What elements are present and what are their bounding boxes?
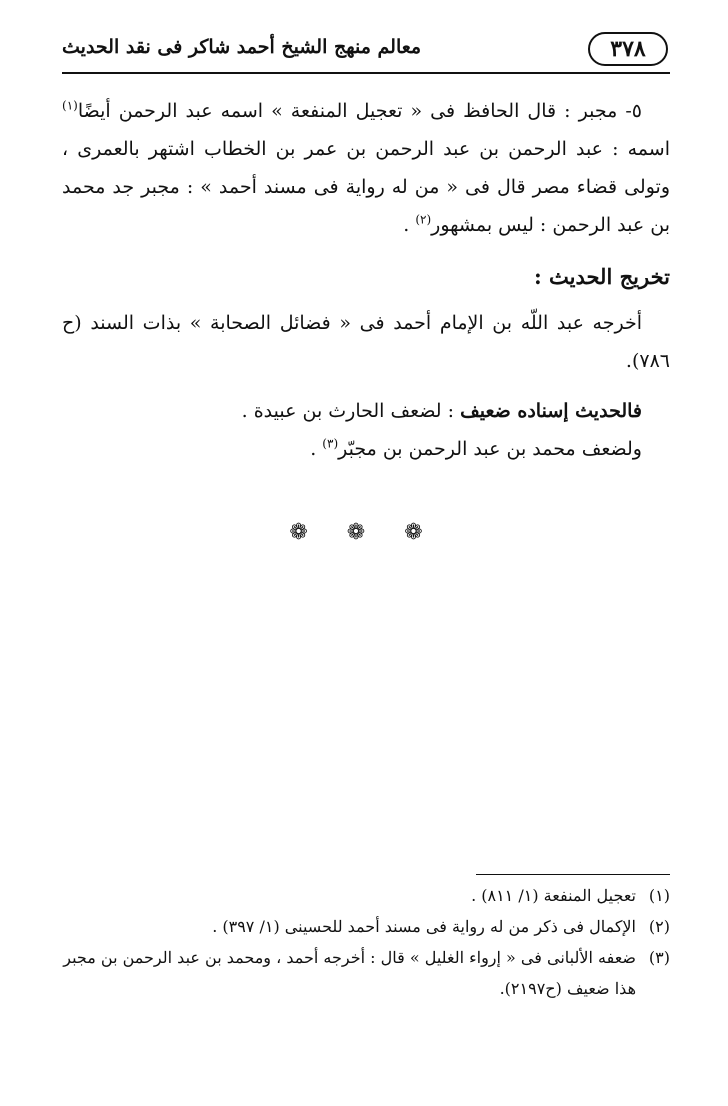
footnote-3 xyxy=(62,942,670,1004)
running-title: معالم منهج الشيخ أحمد شاكر فى نقد الحديث xyxy=(62,36,422,58)
main-text xyxy=(62,92,670,468)
footnote-text: تعجيل المنفعة (١/ ٨١١) . xyxy=(471,886,636,905)
footnote-ref-2[interactable]: (٢) xyxy=(415,212,432,227)
paragraph-end: . xyxy=(310,438,323,460)
paragraph-takhrij: أخرجه عبد اللّه بن الإمام أحمد فى « فضائل الصحابة » بذات السند (ح ٧٨٦). xyxy=(62,312,670,372)
footnote-text: ضعفه الألبانى فى « إرواء الغليل » قال : أخرجه أحمد ، ومحمد بن عبد الرحمن بن مجبر هذا ضعيف (ح٢١٩٧). xyxy=(63,948,636,998)
paragraph-ruling xyxy=(62,392,670,430)
page-header xyxy=(62,30,670,74)
footnote-number: (٣) xyxy=(648,948,670,967)
page-number: ٣٧٨ xyxy=(588,32,668,66)
paragraph-text: اسمه : عبد الرحمن بن عبد الرحمن بن عمر بن الخطاب اشتهر بالعمرى ، وتولى قضاء مصر قال فى « من له رواية فى مسند أحمد » : مجبر جد محمد بن عبد الرحمن : ليس بمشهور xyxy=(62,138,670,236)
paragraph-mujbir xyxy=(62,92,670,244)
paragraph-line: ٥- مجبر : قال الحافظ فى « تعجيل المنفعة » اسمه عبد الرحمن xyxy=(118,100,642,122)
ruling-text: : لضعف الحارث بن عبيدة . xyxy=(241,400,461,422)
footnote-text: الإكمال فى ذكر من له رواية فى مسند أحمد للحسينى (١/ ٣٩٧) . xyxy=(212,917,636,936)
footnote-number: (٢) xyxy=(648,917,670,936)
footnote-2 xyxy=(62,911,670,942)
paragraph-text: أيضًا xyxy=(77,100,111,122)
footnotes xyxy=(62,880,670,1004)
footnote-number: (١) xyxy=(648,886,670,905)
paragraph-second-reason xyxy=(62,430,670,468)
footnote-1 xyxy=(62,880,670,911)
paragraph-end: . xyxy=(403,214,416,236)
footnote-ref-3[interactable]: (٣) xyxy=(322,436,339,451)
ornament-separator: ❁ ❁ ❁ xyxy=(289,520,439,545)
section-heading: تخريج الحديث : xyxy=(533,264,670,289)
paragraph-text: ولضعف محمد بن عبد الرحمن بن مجبّر xyxy=(338,438,642,460)
ruling-label: فالحديث إسناده ضعيف xyxy=(460,400,642,422)
footnote-divider xyxy=(476,874,670,875)
footnote-ref-1[interactable]: (١) xyxy=(62,98,78,113)
